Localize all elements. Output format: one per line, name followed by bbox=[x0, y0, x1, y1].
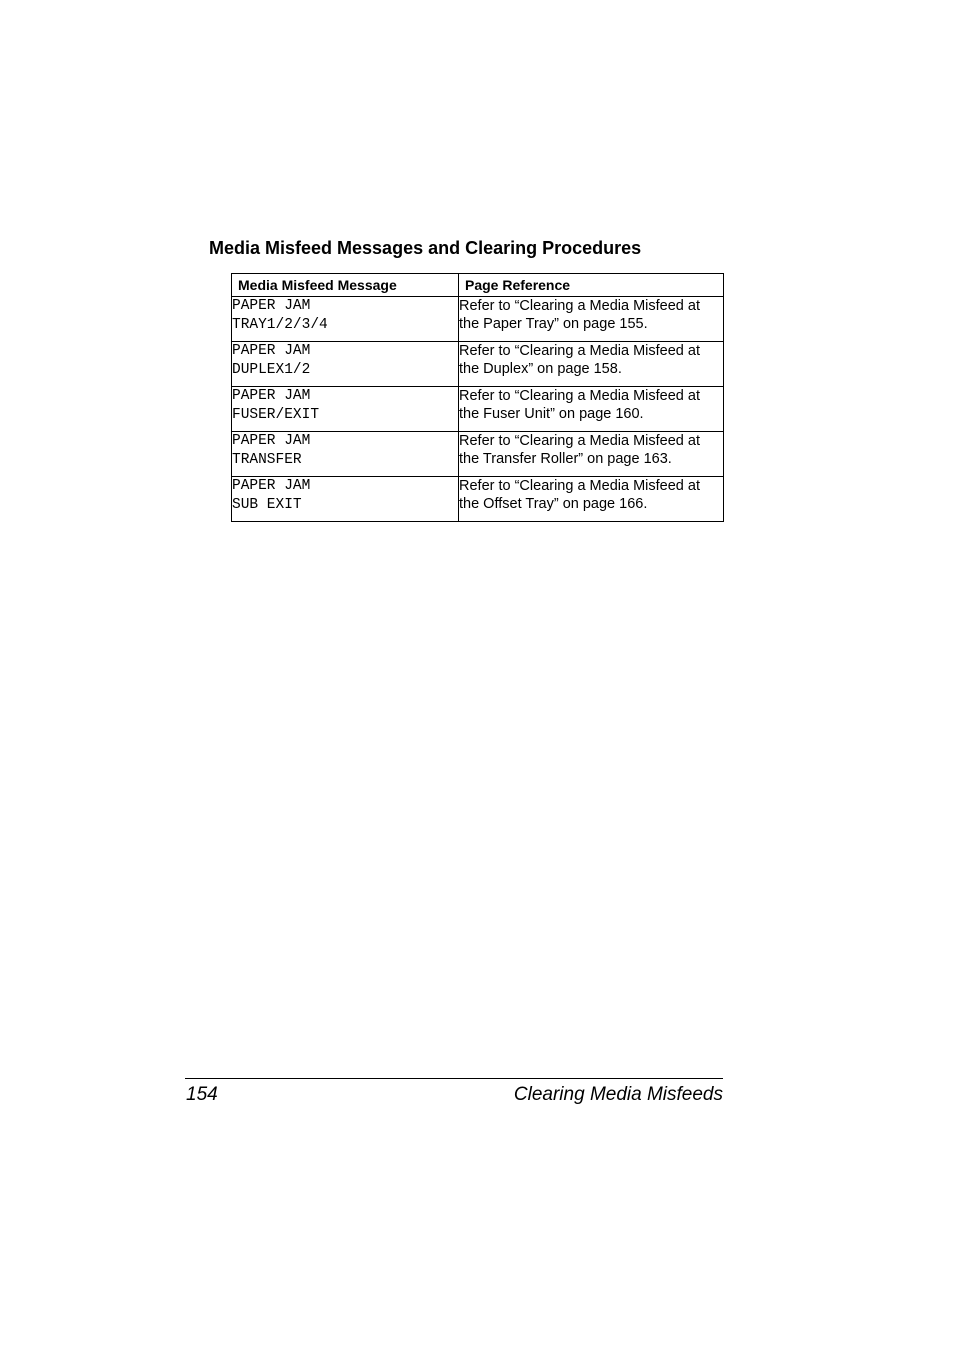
reference-cell: Refer to “Clearing a Media Misfeed at the Offset Tray” on page 166. bbox=[459, 477, 724, 522]
table-header-row bbox=[232, 274, 724, 297]
message-cell bbox=[232, 387, 459, 432]
table-row bbox=[232, 342, 724, 387]
message-line: PAPER JAM bbox=[232, 298, 311, 314]
column-header-reference: Page Reference bbox=[459, 274, 724, 297]
column-header-message: Media Misfeed Message bbox=[232, 274, 459, 297]
message-line: TRANSFER bbox=[232, 452, 302, 468]
message-cell bbox=[232, 477, 459, 522]
page-number: 154 bbox=[186, 1084, 218, 1105]
message-line: DUPLEX1/2 bbox=[232, 362, 311, 378]
reference-cell: Refer to “Clearing a Media Misfeed at the Duplex” on page 158. bbox=[459, 342, 724, 387]
message-line: SUB EXIT bbox=[232, 497, 302, 513]
message-line: PAPER JAM bbox=[232, 433, 311, 449]
message-line: PAPER JAM bbox=[232, 478, 311, 494]
reference-cell: Refer to “Clearing a Media Misfeed at the Transfer Roller” on page 163. bbox=[459, 432, 724, 477]
table-row bbox=[232, 477, 724, 522]
table-row bbox=[232, 297, 724, 342]
message-line: PAPER JAM bbox=[232, 343, 311, 359]
message-cell bbox=[232, 342, 459, 387]
table-row bbox=[232, 432, 724, 477]
message-cell bbox=[232, 297, 459, 342]
chapter-title: Clearing Media Misfeeds bbox=[513, 1084, 723, 1105]
message-line: TRAY1/2/3/4 bbox=[232, 317, 328, 333]
footer-divider bbox=[185, 1078, 723, 1079]
message-cell bbox=[232, 432, 459, 477]
table-row bbox=[232, 387, 724, 432]
reference-cell: Refer to “Clearing a Media Misfeed at the Fuser Unit” on page 160. bbox=[459, 387, 724, 432]
section-title: Media Misfeed Messages and Clearing Procedures bbox=[209, 238, 642, 258]
misfeed-messages-table bbox=[231, 273, 724, 522]
message-line: FUSER/EXIT bbox=[232, 407, 320, 423]
message-line: PAPER JAM bbox=[232, 388, 311, 404]
reference-cell: Refer to “Clearing a Media Misfeed at the Paper Tray” on page 155. bbox=[459, 297, 724, 342]
